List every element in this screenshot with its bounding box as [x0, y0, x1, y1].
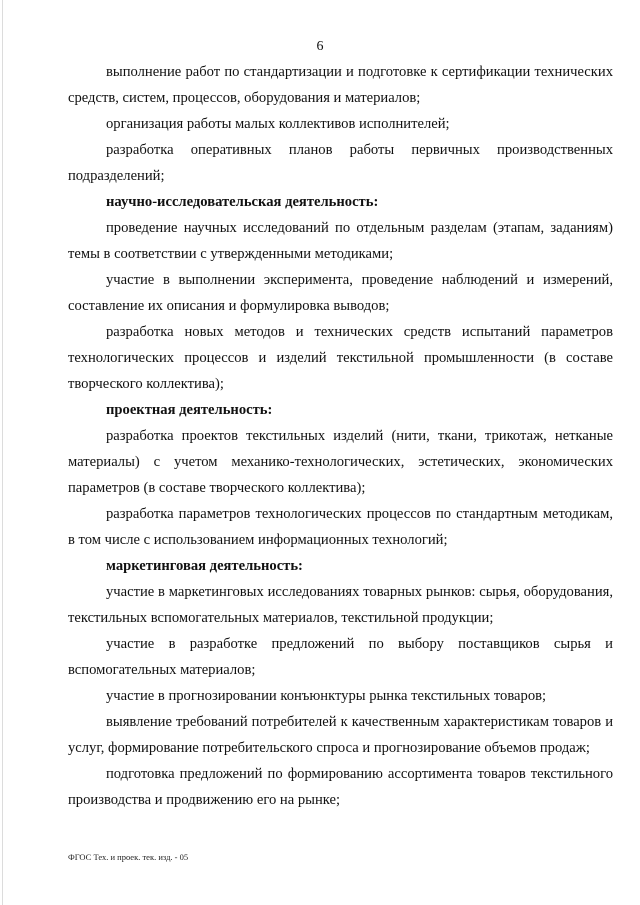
paragraph: разработка новых методов и технических средств испытаний параметров технологических процессов и изделий текстильной промышленности (в составе творческого коллектива);: [68, 324, 613, 392]
page-body: [68, 59, 613, 813]
paragraph: выполнение работ по стандартизации и подготовке к сертификации технических средств, систем, процессов, оборудования и материалов;: [68, 64, 613, 106]
page-number: 6: [316, 39, 324, 54]
scan-edge: [2, 0, 3, 905]
paragraph: разработка параметров технологических процессов по стандартным методикам, в том числе с использованием информационных технологий;: [68, 506, 613, 548]
paragraph: подготовка предложений по формированию ассортимента товаров текстильного производства и продвижению его на рынке;: [68, 766, 613, 808]
page-footer: ФГОС Тех. и проек. тек. изд. - 05: [68, 852, 189, 862]
paragraph: организация работы малых коллективов исполнителей;: [106, 116, 450, 132]
paragraph: участие в разработке предложений по выбору поставщиков сырья и вспомогательных материалов;: [68, 636, 613, 678]
paragraph: выявление требований потребителей к качественным характеристикам товаров и услуг, формирование потребительского спроса и прогнозирование объемов продаж;: [68, 714, 613, 756]
paragraph: проведение научных исследований по отдельным разделам (этапам, заданиям) темы в соответствии с утвержденными методиками;: [68, 220, 613, 262]
paragraph: участие в маркетинговых исследованиях товарных рынков: сырья, оборудования, текстильных вспомогательных материалов, текстильной продукции;: [68, 584, 613, 626]
section-heading: проектная деятельность:: [106, 402, 273, 418]
section-heading: маркетинговая деятельность:: [106, 558, 303, 574]
paragraph: разработка оперативных планов работы первичных производственных подразделений;: [68, 142, 613, 184]
section-heading: научно-исследовательская деятельность:: [106, 194, 379, 210]
paragraph: участие в выполнении эксперимента, проведение наблюдений и измерений, составление их описания и формулировка выводов;: [68, 272, 613, 314]
paragraph: разработка проектов текстильных изделий (нити, ткани, трикотаж, нетканые материалы) с учетом механико-технологических, эстетических, экономических параметров (в составе творческого коллектива);: [68, 428, 613, 496]
paragraph: участие в прогнозировании конъюнктуры рынка текстильных товаров;: [106, 688, 547, 704]
